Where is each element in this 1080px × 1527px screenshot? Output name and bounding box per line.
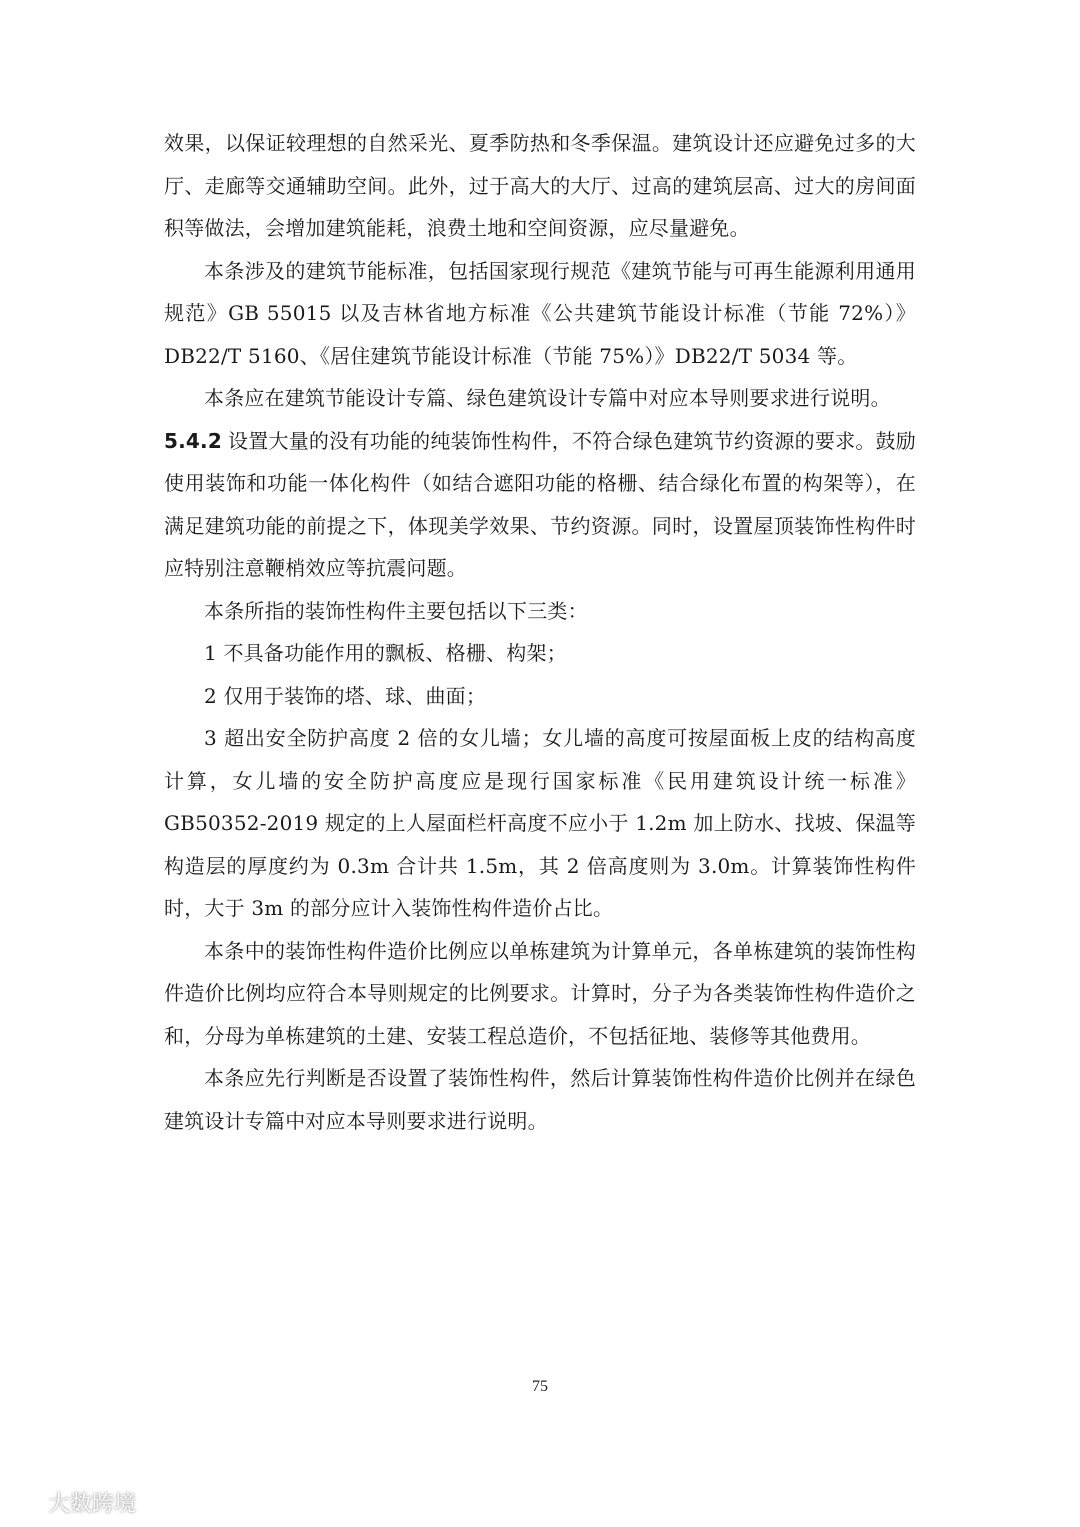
paragraph-energy-explanation: 本条应在建筑节能设计专篇、绿色建筑设计专篇中对应本导则要求进行说明。: [204, 386, 891, 410]
list-item-1: 1 不具备功能作用的飘板、格栅、构架；: [204, 641, 567, 665]
paragraph-continuation: 效果，以保证较理想的自然采光、夏季防热和冬季保温。建筑设计还应避免过多的大厅、走廊等交通辅助空间。此外，过于高大的大厅、过高的建筑层高、过大的房间面积等做法，会增加建筑能耗，浪费土地和空间资源，应尽量避免。: [164, 131, 916, 240]
section-5-4-2: [164, 420, 916, 590]
document-body: [164, 122, 916, 1142]
paragraph-energy-standards: 本条涉及的建筑节能标准，包括国家现行规范《建筑节能与可再生能源利用通用规范》GB 55015 以及吉林省地方标准《公共建筑节能设计标准（节能 72%）》DB22/T 5160、《居住建筑节能设计标准（节能 75%）》DB22/T 5034 等。: [164, 258, 916, 368]
section-text: 设置大量的没有功能的纯装饰性构件，不符合绿色建筑节约资源的要求。鼓励使用装饰和功能一体化构件（如结合遮阳功能的格栅、结合绿化布置的构架等），在满足建筑功能的前提之下，体现美学效果、节约资源。同时，设置屋顶装饰性构件时应特别注意鞭梢效应等抗震问题。: [164, 428, 916, 580]
list-item-2: 2 仅用于装饰的塔、球、曲面；: [204, 683, 487, 708]
paragraph-judgement: 本条应先行判断是否设置了装饰性构件，然后计算装饰性构件造价比例并在绿色建筑设计专篇中对应本导则要求进行说明。: [164, 1066, 916, 1133]
paragraph-categories-intro: 本条所指的装饰性构件主要包括以下三类：: [204, 598, 588, 623]
list-item-3: 3 超出安全防护高度 2 倍的女儿墙；女儿墙的高度可按屋面板上皮的结构高度计算，女儿墙的安全防护高度应是现行国家标准《民用建筑设计统一标准》GB50352-2019 规定的上人屋面栏杆高度不应小于 1.2m 加上防水、找坡、保温等构造层的厚度约为 0.3m 合计共 1.5m，其 2 倍高度则为 3.0m。计算装饰性构件时，大于 3m 的部分应计入装饰性构件造价占比。: [164, 726, 916, 920]
watermark: [8, 1487, 136, 1518]
paragraph-cost-ratio: 本条中的装饰性构件造价比例应以单栋建筑为计算单元，各单栋建筑的装饰性构件造价比例均应符合本导则规定的比例要求。计算时，分子为各类装饰性构件造价之和，分母为单栋建筑的土建、安装工程总造价，不包括征地、装修等其他费用。: [164, 938, 916, 1048]
section-number: 5.4.2: [164, 428, 222, 453]
page-number: 75: [532, 1378, 548, 1395]
watermark-text: 大数跨境: [48, 1492, 137, 1517]
weibo-chat-icon: [8, 1489, 42, 1517]
